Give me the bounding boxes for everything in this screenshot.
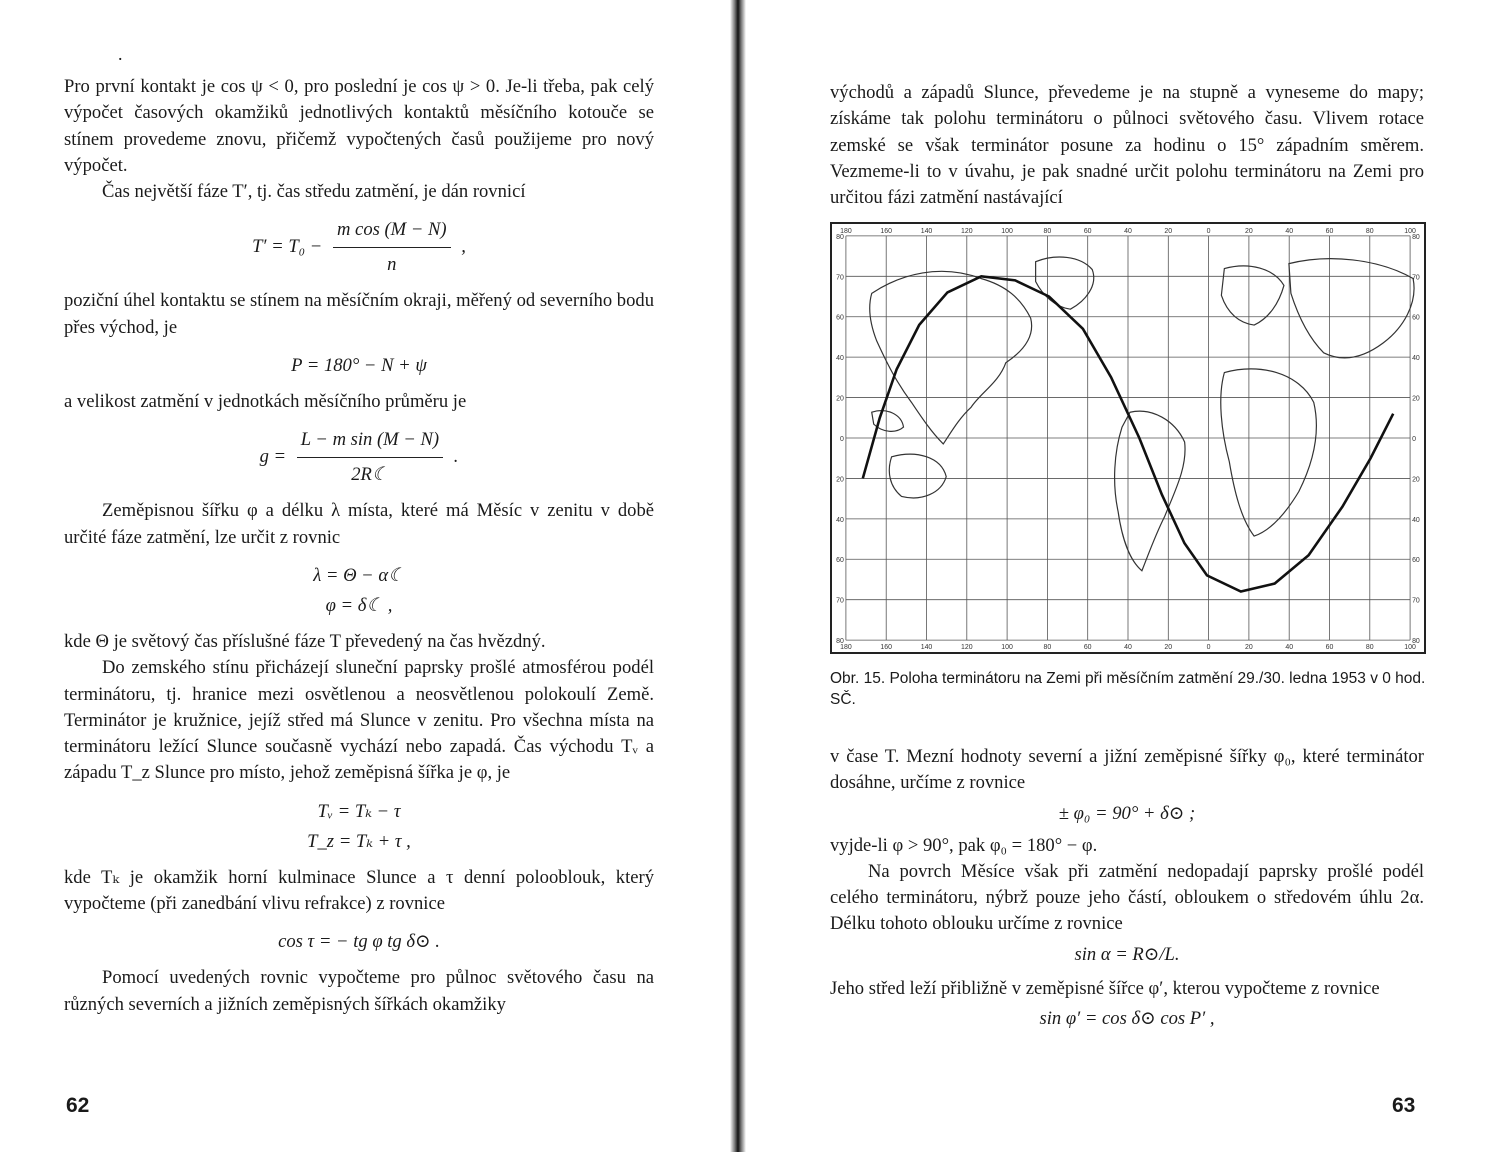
longitude-label: 0 <box>1206 644 1211 652</box>
africa-outline <box>1221 369 1317 536</box>
paragraph: Zeměpisnou šířku φ a délku λ místa, které má Měsíc v zenitu v době určité fáze zatmění, lze určit z rovnic <box>64 500 654 548</box>
latitude-label: 70 <box>1412 274 1420 282</box>
longitude-label: 80 <box>1365 227 1374 235</box>
paragraph: Na povrch Měsíce však při zatmění nedopadají paprsky prošlé podél celého terminátoru, nýbrž pouze jeho částí, obloukem o středovém úhlu 2α. Délku tohoto oblouku určíme z rovnice <box>830 860 1424 935</box>
longitude-label: 100 <box>1001 644 1013 652</box>
longitude-label: 140 <box>920 227 933 235</box>
longitude-label: 60 <box>1325 644 1334 652</box>
equation-lambda: λ = Θ − α☾ <box>313 564 405 586</box>
paragraph: poziční úhel kontaktu se stínem na měsíčním okraji, měřený od severního bodu přes východ, je <box>64 290 654 338</box>
latitude-label: 60 <box>1412 314 1420 322</box>
latitude-label: 70 <box>1412 597 1420 605</box>
latitude-label: 60 <box>836 314 844 322</box>
map-grid <box>846 236 1410 640</box>
equation-sin-phi-prime: sin φ′ = cos δ⊙ cos P′ , <box>1039 1008 1215 1030</box>
paragraph: východů a západů Slunce, převedeme je na stupně a vyneseme do mapy; získáme tak polohu terminátoru o půlnoci světového času. Vlivem rotace zemské se však terminátor posune za hodinu o 15° západním směrem. Vezmeme-li to v úvahu, je pak snadné určit polohu terminátoru na Zemi pro určitou fázi zatmění nastávající <box>830 82 1424 209</box>
australia-outline <box>889 454 946 498</box>
europe-outline <box>1221 266 1284 325</box>
latitude-label: 80 <box>1412 233 1420 241</box>
longitude-label: 80 <box>1043 644 1052 652</box>
paragraph: Pro první kontakt je cos ψ < 0, pro poslední je cos ψ > 0. Je-li třeba, pak celý výpočet časových okamžiků jednotlivých kontaktů měsíčního kotouče se stínem provedeme znovu, přičemž vypočtených časů použijeme pro nový výpočet. <box>64 76 654 176</box>
latitude-label: 0 <box>1412 435 1416 443</box>
latitude-label: 40 <box>836 516 844 524</box>
latitude-label: 70 <box>836 597 844 605</box>
latitude-label: 80 <box>1412 638 1420 646</box>
equation-g: g = $\frac{\text{L − m sin (M − N)}}{2R☾}$ . <box>259 429 459 486</box>
latitude-label: 20 <box>836 476 844 484</box>
paragraph: Čas největší fáze T′, tj. čas středu zatmění, je dán rovnicí <box>102 181 526 203</box>
longitude-labels-top <box>840 228 1416 235</box>
paragraph: Jeho střed leží přibližně v zeměpisné šířce φ′, kterou vypočteme z rovnice <box>830 977 1380 999</box>
longitude-labels-bottom <box>840 644 1416 651</box>
paragraph: v čase T. Mezní hodnoty severní a jižní zeměpisné šířky φ₀, které terminátor dosáhne, určíme z rovnice <box>830 746 1424 794</box>
terminator-map-figure <box>830 222 1426 654</box>
longitude-label: 100 <box>1404 644 1416 652</box>
longitude-label: 20 <box>1245 644 1253 652</box>
latitude-label: 40 <box>1412 516 1420 524</box>
longitude-label: 20 <box>1245 227 1253 235</box>
equation-Tv: Tᵥ = Tₖ − τ <box>317 800 401 822</box>
longitude-label: 80 <box>1043 227 1052 235</box>
latitude-label: 80 <box>836 233 844 241</box>
page-mark: . <box>118 44 123 64</box>
longitude-label: 60 <box>1083 227 1092 235</box>
equation-phi: φ = δ☾ , <box>325 594 393 616</box>
longitude-label: 40 <box>1124 227 1132 235</box>
latitude-label: 60 <box>836 557 844 565</box>
paragraph: Pomocí uvedených rovnic vypočteme pro půlnoc světového času na různých severních a jižních zeměpisných šířkách okamžiky <box>64 967 654 1015</box>
paragraph: Do zemského stínu přicházejí sluneční paprsky prošlé atmosférou podél terminátoru, tj. hranice mezi osvětlenou a neosvětlenou polokoulí Země. Terminátor je kružnice, jejíž střed má Slunce v zenitu. Pro všechna místa na terminátoru ležící Slunce současně vychází nebo zapadá. Čas východu Tᵥ a západu T_z Slunce pro místo, jehož zeměpisná šířka je φ, je <box>64 657 654 784</box>
latitude-labels-left <box>836 234 844 645</box>
longitude-label: 160 <box>880 644 893 652</box>
longitude-label: 160 <box>880 227 893 235</box>
equation-T-prime: T′ = T₀ − $\frac{\text{m cos (M − N)}}{n}$ , <box>252 219 466 276</box>
longitude-label: 120 <box>961 227 973 235</box>
book-spine <box>730 0 746 1152</box>
equation-Tz: T_z = Tₖ + τ , <box>307 830 411 852</box>
longitude-label: 120 <box>961 644 973 652</box>
equation-P: P = 180° − N + ψ <box>291 355 427 377</box>
longitude-label: 60 <box>1325 227 1334 235</box>
longitude-label: 100 <box>1404 227 1416 235</box>
continent-outlines <box>870 257 1414 571</box>
page-number-right: 63 <box>1392 1094 1416 1117</box>
world-map <box>832 224 1424 652</box>
greenland-outline <box>1036 257 1094 309</box>
right-text-top <box>830 80 1424 211</box>
equation-phi0: ± φ₀ = 90° + δ⊙ ; <box>1058 802 1196 824</box>
latitude-label: 20 <box>1412 476 1420 484</box>
latitude-label: 70 <box>836 274 844 282</box>
latitude-label: 0 <box>840 435 844 443</box>
left-text-column <box>64 74 654 1018</box>
longitude-label: 40 <box>1285 227 1294 235</box>
latitude-label: 60 <box>1412 557 1420 565</box>
longitude-label: 140 <box>920 644 933 652</box>
right-page <box>746 0 1506 1152</box>
longitude-label: 180 <box>840 227 852 235</box>
latitude-label: 80 <box>836 638 844 646</box>
paragraph: kde Tₖ je okamžik horní kulminace Slunce a τ denní polooblouk, který vypočteme (při zanedbání vlivu refrakce) z rovnice <box>64 866 654 915</box>
figure-caption: Obr. 15. Poloha terminátoru na Zemi při měsíčním zatmění 29./30. ledna 1953 v 0 hod. SČ. <box>830 670 1426 708</box>
left-page <box>0 0 730 1152</box>
paragraph: a velikost zatmění v jednotkách měsíčního průměru je <box>64 391 467 413</box>
latitude-label: 20 <box>836 395 844 403</box>
longitude-label: 40 <box>1124 644 1132 652</box>
asia-outline <box>1289 259 1414 358</box>
longitude-label: 20 <box>1164 644 1173 652</box>
latitude-label: 40 <box>1412 355 1420 363</box>
right-text-bottom <box>830 744 1424 1032</box>
longitude-label: 40 <box>1285 644 1294 652</box>
longitude-label: 20 <box>1164 227 1173 235</box>
latitude-label: 20 <box>1412 395 1420 403</box>
latitude-label: 40 <box>836 355 844 363</box>
paragraph: kde Θ je světový čas příslušné fáze T převedený na čas hvězdný. <box>64 630 546 652</box>
longitude-label: 0 <box>1206 227 1211 235</box>
paragraph: vyjde-li φ > 90°, pak φ₀ = 180° − φ. <box>830 834 1098 856</box>
page-number-left: 62 <box>66 1094 90 1117</box>
equation-cos-tau: cos τ = − tg φ tg δ⊙ . <box>278 931 440 953</box>
south-america-outline <box>1115 411 1185 571</box>
longitude-label: 80 <box>1365 644 1374 652</box>
longitude-label: 180 <box>840 644 852 652</box>
equation-sin-alpha: sin α = R⊙/L. <box>1074 943 1180 965</box>
longitude-label: 60 <box>1083 644 1092 652</box>
longitude-label: 100 <box>1001 227 1013 235</box>
